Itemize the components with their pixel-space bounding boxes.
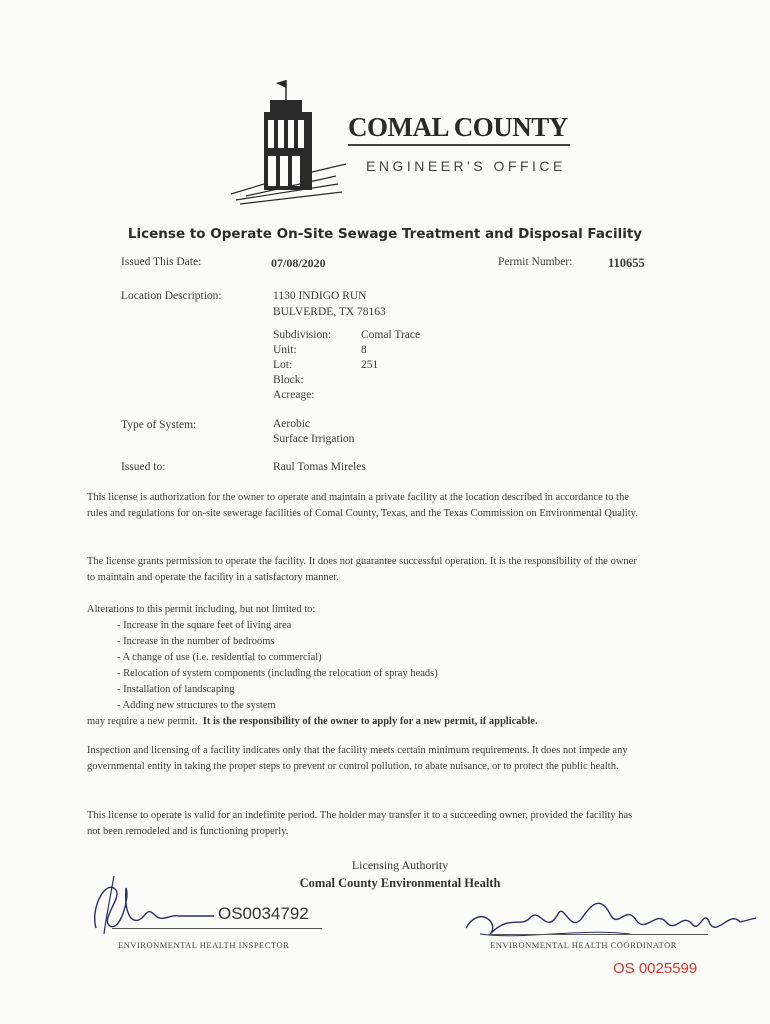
- issued-to-label: Issued to:: [121, 461, 166, 473]
- unit-value: 8: [361, 344, 367, 356]
- authority-name: Comal County Environmental Health: [299, 876, 501, 890]
- subdivision-label: Subdivision:: [273, 329, 332, 341]
- document-title: License to Operate On-Site Sewage Treatment and Disposal Facility: [127, 226, 643, 242]
- paragraph-validity-text: This license to operate is valid for an indefinite period. The holder may transfer it to a succeeding owner, provided the facility has not been remodeled and is functioning properly.: [87, 810, 633, 837]
- system-line1: Aerobic: [273, 418, 311, 430]
- lot-label: Lot:: [273, 359, 293, 371]
- subdivision-value: Comal Trace: [361, 329, 421, 341]
- paragraph-inspection: [87, 743, 647, 775]
- paragraph-inspection-text: Inspection and licensing of a facility indicates only that the facility meets certain minimum requirements. It does not impede any governmental entity in taking the proper steps to prevent or control pollution, to abate nuisance, or to protect the public health.: [87, 745, 628, 772]
- list-item: - Installation of landscaping: [87, 682, 647, 698]
- coordinator-signature-line: [488, 934, 708, 935]
- alterations-list: [87, 618, 647, 714]
- paragraph-authorization: [87, 490, 647, 522]
- inspector-signature: [86, 868, 216, 940]
- paragraph-validity: [87, 808, 647, 840]
- address-line2: BULVERDE, TX 78163: [273, 306, 386, 318]
- block-label: Block:: [273, 374, 304, 386]
- acreage-label: Acreage:: [273, 389, 315, 401]
- permit-label: Permit Number:: [498, 256, 573, 268]
- paragraph-permission: [87, 554, 647, 586]
- issued-to-value: Raul Tomas Mireles: [273, 461, 366, 473]
- location-label: Location Description:: [121, 290, 222, 302]
- permit-number: 110655: [608, 256, 645, 270]
- org-name: COMAL COUNTY: [348, 112, 570, 146]
- alterations-warning: It is the responsibility of the owner to apply for a new permit, if applicable.: [202, 716, 538, 727]
- alterations-intro: Alterations to this permit including, but not limited to:: [87, 604, 316, 615]
- authority-label: Licensing Authority: [351, 858, 449, 872]
- issued-date: 07/08/2020: [271, 256, 326, 270]
- paragraph-permission-text: The license grants permission to operate the facility. It does not guarantee successful operation. It is the responsibility of the owner to maintain and operate the facility in a satisfactory manner.: [87, 556, 637, 583]
- list-item: - A change of use (i.e. residential to commercial): [87, 650, 647, 666]
- coordinator-id: OS 0025599: [613, 960, 698, 977]
- system-label: Type of System:: [121, 419, 197, 431]
- inspector-signature-line: [112, 928, 322, 929]
- alterations-outro: [87, 714, 647, 730]
- inspector-caption: ENVIRONMENTAL HEALTH INSPECTOR: [118, 940, 290, 950]
- inspector-id: OS0034792: [218, 904, 309, 923]
- unit-label: Unit:: [273, 344, 297, 356]
- coordinator-signature: [460, 884, 760, 946]
- issued-label: Issued This Date:: [121, 256, 202, 268]
- coordinator-caption: ENVIRONMENTAL HEALTH COORDINATOR: [490, 940, 677, 950]
- list-item: - Adding new structures to the system: [87, 698, 647, 714]
- paragraph-authorization-text: This license is authorization for the owner to operate and maintain a private facility at the location described in accordance to the rules and regulations for on-site sewerage facilities of Comal County, Texas, and the Texas Commission on Environmental Quality.: [87, 492, 638, 519]
- lot-value: 251: [361, 359, 379, 371]
- alterations-outro-text: may require a new permit.: [87, 716, 198, 727]
- courthouse-logo: [226, 72, 348, 208]
- list-item: - Increase in the square feet of living area: [87, 618, 647, 634]
- list-item: - Increase in the number of bedrooms: [87, 634, 647, 650]
- org-subtitle: ENGINEER'S OFFICE: [366, 158, 566, 174]
- system-line2: Surface Irrigation: [273, 433, 355, 445]
- list-item: - Relocation of system components (including the relocation of spray heads): [87, 666, 647, 682]
- address-line1: 1130 INDIGO RUN: [273, 290, 367, 302]
- alterations-section: [87, 602, 647, 730]
